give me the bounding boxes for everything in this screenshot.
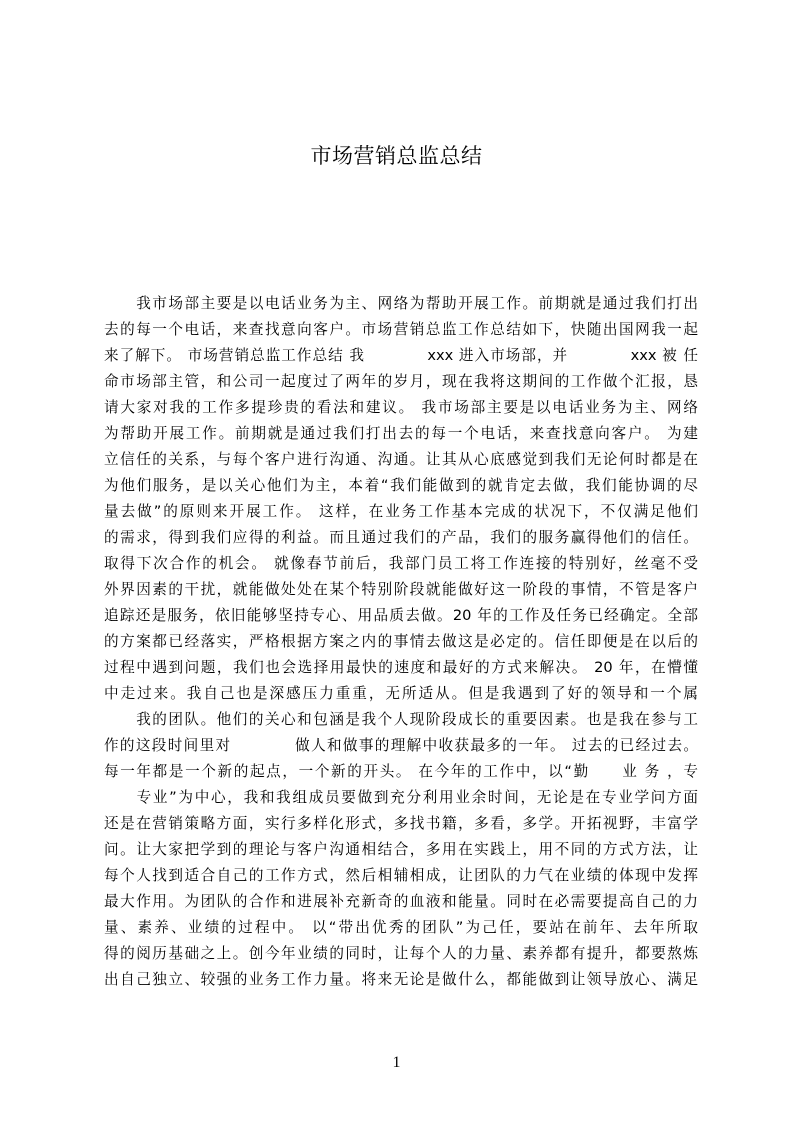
body-line: 请大家对我的工作多提珍贵的看法和建议。 我市场部主要是以电话业务为主、网络 bbox=[104, 399, 698, 416]
body-line: 去的每一个电话，来查找意向客户。市场营销总监工作总结如下，快随出国网我一起 bbox=[104, 321, 698, 338]
body-line: 命市场部主管，和公司一起度过了两年的岁月，现在我将这期间的工作做个汇报，恳 bbox=[104, 373, 698, 390]
page-number: 1 bbox=[392, 1054, 401, 1071]
body-line: 立信任的关系，与每个客户进行沟通、沟通。让其从心底感觉到我们无论何时都是在 bbox=[104, 451, 698, 468]
body-line: 专业”为中心，我和我组成员要做到充分利用业余时间，无论是在专业学问方面 bbox=[104, 789, 698, 806]
body-line: 取得下次合作的机会。 就像春节前后，我部门员工将工作连接的特别好，丝毫不受 bbox=[104, 555, 698, 572]
body-line: 得的阅历基础之上。创今年业绩的同时，让每个人的力量、素养都有提升，都要熬炼 bbox=[104, 945, 698, 962]
body-line: 问。让大家把学到的理论与客户沟通相结合，多用在实践上，用不同的方式方法，让 bbox=[104, 841, 698, 858]
body-line: 每一年都是一个新的起点，一个新的开头。 在今年的工作中，以“勤 业 务 ，专 bbox=[104, 763, 698, 780]
body-line: 我市场部主要是以电话业务为主、网络为帮助开展工作。前期就是通过我们打出 bbox=[104, 295, 698, 312]
body-line: 外界因素的干扰，就能做处处在某个特别阶段就能做好这一阶段的事情，不管是客户 bbox=[104, 581, 698, 598]
body-line: 来了解下。 市场营销总监工作总结 我 xxx 进入市场部，并 xxx 被 任 bbox=[104, 347, 698, 364]
body-line: 我的团队。他们的关心和包涵是我个人现阶段成长的重要因素。也是我在参与工 bbox=[104, 711, 698, 728]
body-line: 为帮助开展工作。前期就是通过我们打出去的每一个电话，来查找意向客户。 为建 bbox=[104, 425, 698, 442]
body-line: 为他们服务，是以关心他们为主，本着“我们能做到的就肯定去做，我们能协调的尽 bbox=[104, 477, 698, 494]
body-line: 中走过来。我自己也是深感压力重重，无所适从。但是我遇到了好的领导和一个属 bbox=[104, 685, 698, 702]
body-line: 追踪还是服务，依旧能够坚持专心、用品质去做。20 年的工作及任务已经确定。全部 bbox=[104, 607, 698, 624]
body-line: 出自己独立、较强的业务工作力量。将来无论是做什么，都能做到让领导放心、满足 bbox=[104, 971, 698, 988]
document-body bbox=[104, 291, 698, 993]
body-line: 还是在营销策略方面，实行多样化形式，多找书籍，多看，多学。开拓视野，丰富学 bbox=[104, 815, 698, 832]
body-line: 最大作用。为团队的合作和进展补充新奇的血液和能量。同时在必需要提高自己的力 bbox=[104, 893, 698, 910]
body-line: 量、素养、业绩的过程中。 以“带出优秀的团队”为己任，要站在前年、去年所取 bbox=[104, 919, 698, 936]
body-line: 过程中遇到问题，我们也会选择用最快的速度和最好的方式来解决。 20 年，在懵懂 bbox=[104, 659, 698, 676]
document-title: 市场营销总监总结 bbox=[310, 144, 483, 168]
body-line: 作的这段时间里对 做人和做事的理解中收获最多的一年。 过去的已经过去。 bbox=[104, 737, 698, 754]
body-line: 每个人找到适合自己的工作方式，然后相辅相成，让团队的力气在业绩的体现中发挥 bbox=[104, 867, 698, 884]
body-line: 的方案都已经落实，严格根据方案之内的事情去做这是必定的。信任即便是在以后的 bbox=[104, 633, 698, 650]
body-line: 量去做”的原则来开展工作。 这样，在业务工作基本完成的状况下，不仅满足他们 bbox=[104, 503, 698, 520]
body-line: 的需求，得到我们应得的利益。而且通过我们的产品，我们的服务赢得他们的信任。 bbox=[104, 529, 698, 546]
